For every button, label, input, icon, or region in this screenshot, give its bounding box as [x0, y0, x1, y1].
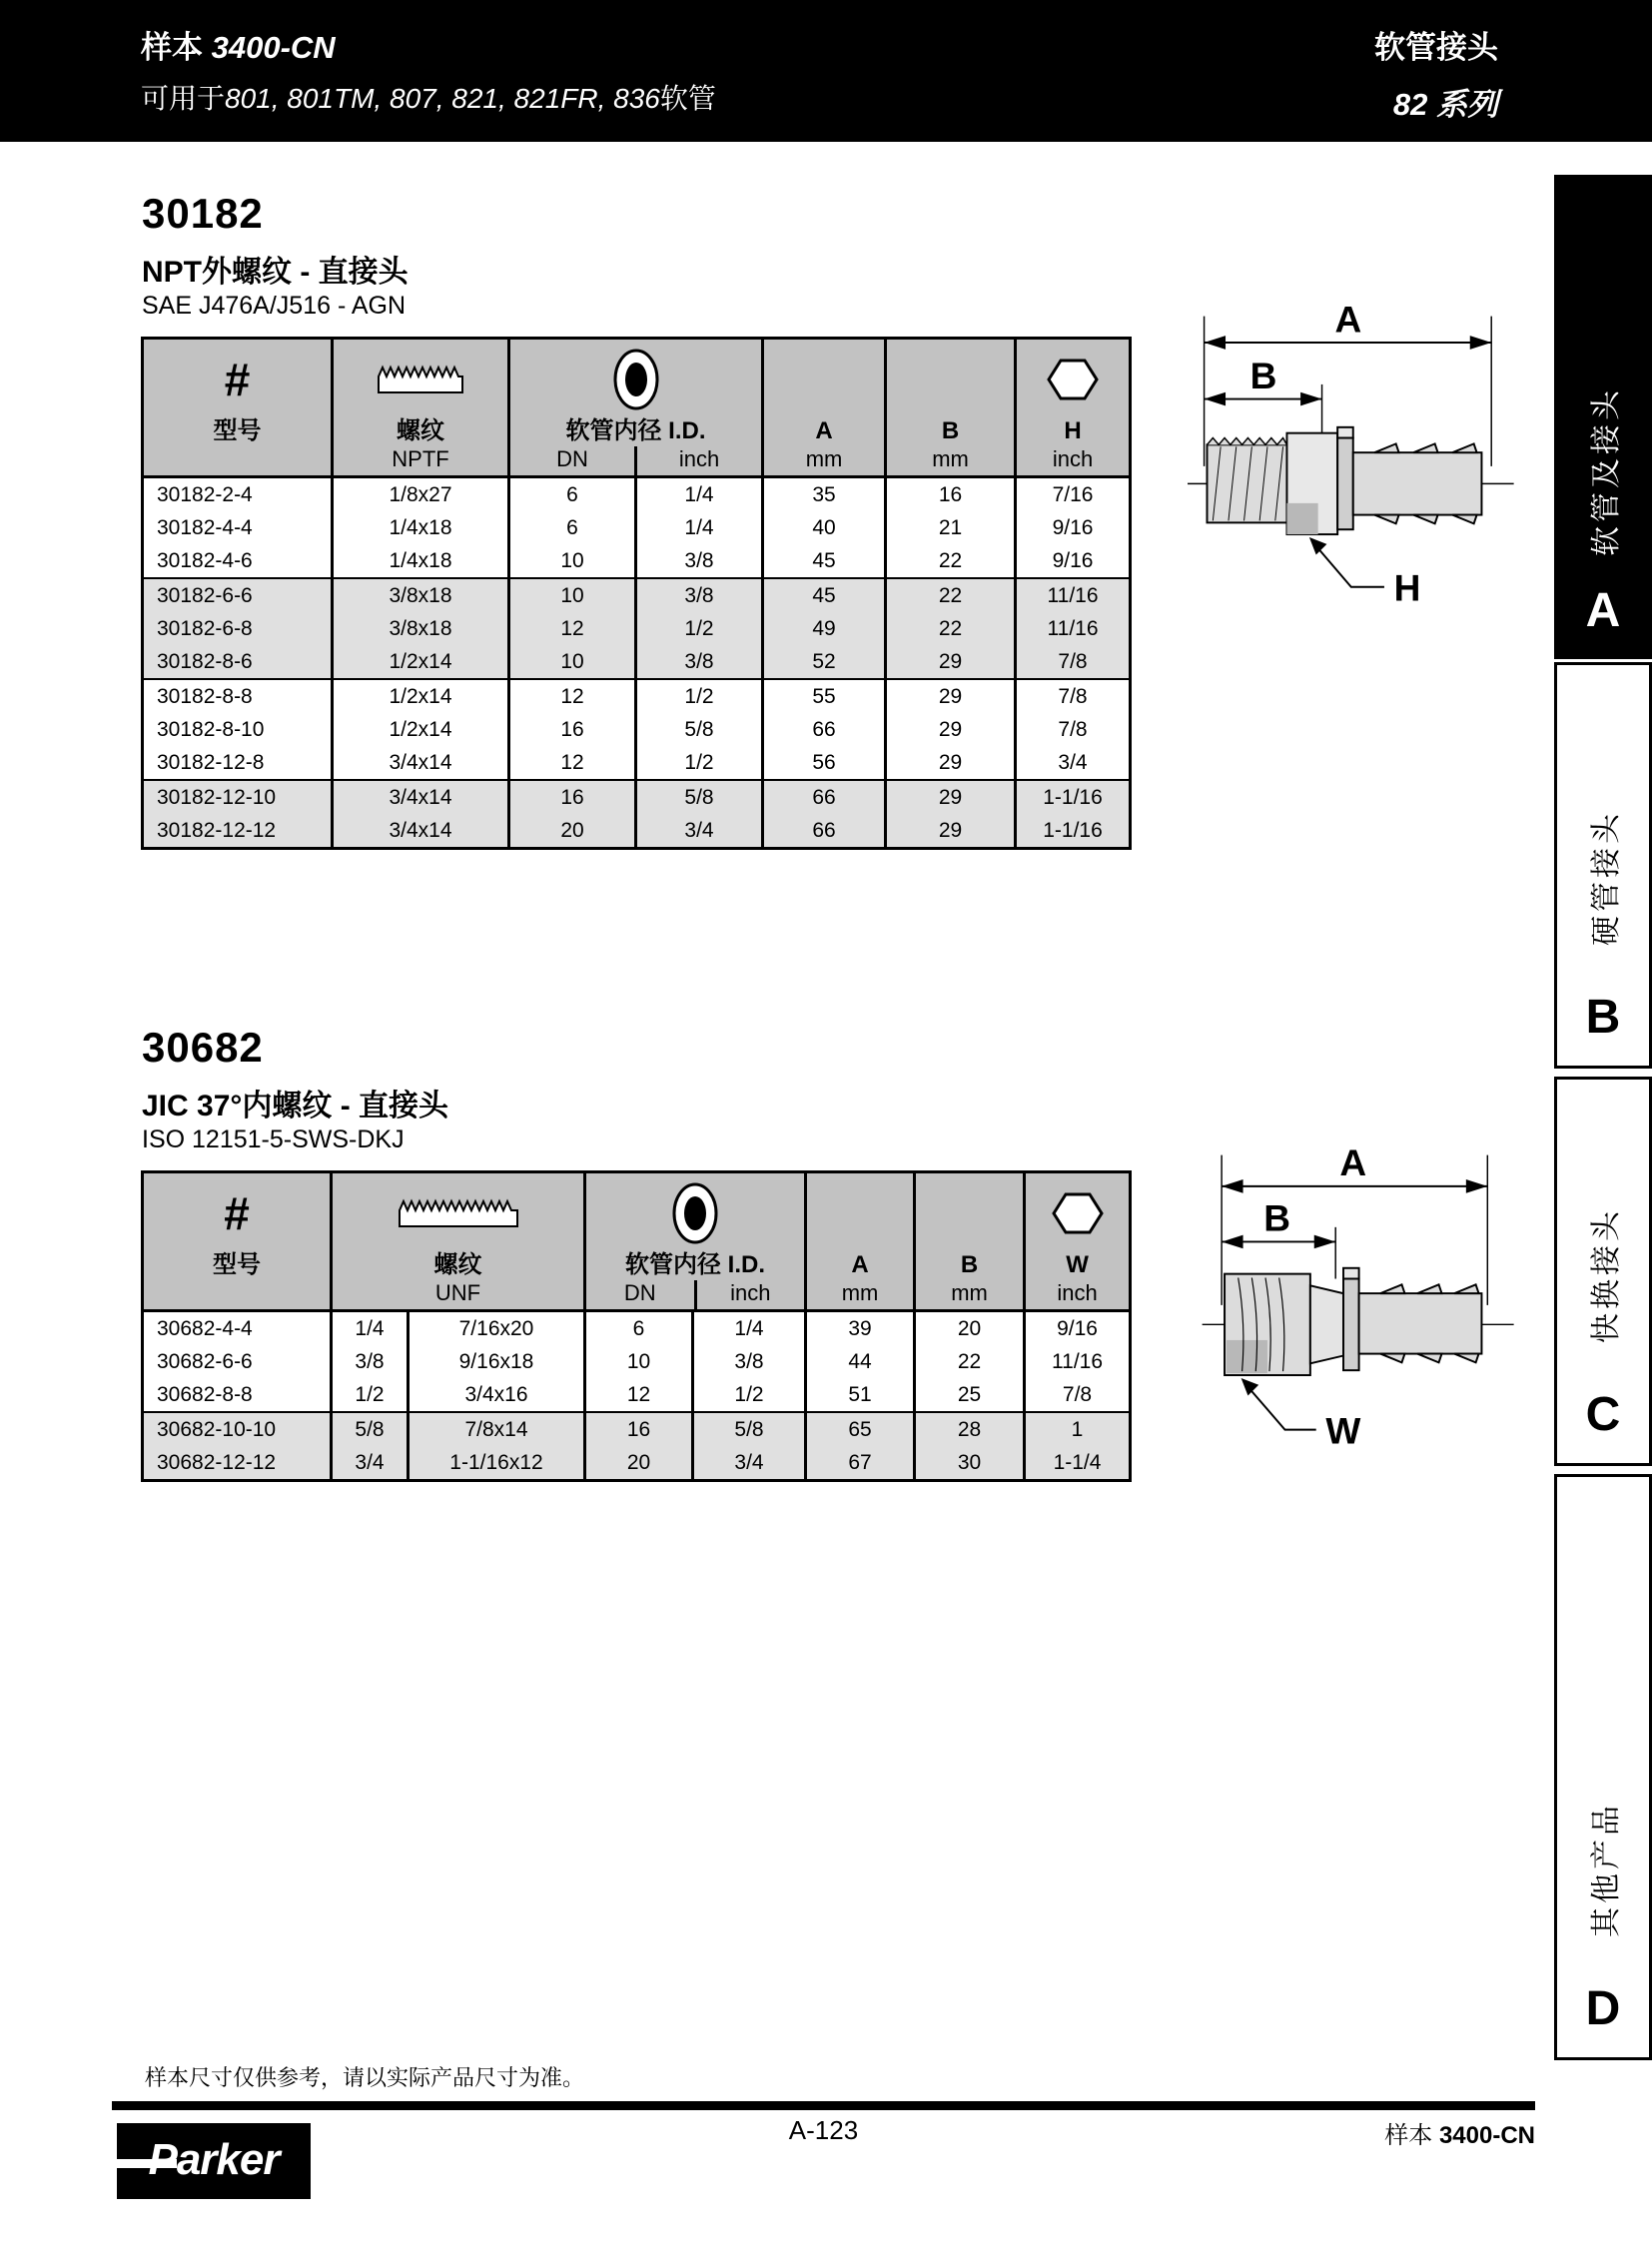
value-cell: 3/8x18: [333, 578, 509, 612]
table-row: [143, 477, 1131, 512]
value-cell: 22: [915, 1345, 1025, 1378]
sidebar-tab-letter: B: [1585, 991, 1621, 1044]
value-cell: 29: [886, 780, 1016, 814]
value-cell: 9/16: [1025, 1311, 1131, 1346]
sidebar-tab-label: 快换接头: [1590, 1207, 1623, 1343]
topic-title: 软管接头: [1374, 30, 1498, 65]
value-cell: 3/4x14: [333, 746, 509, 780]
value-cell: 66: [763, 814, 886, 849]
value-cell: 3/8: [636, 544, 763, 578]
value-cell: 16: [585, 1412, 693, 1446]
part-number-cell: 30682-6-6: [157, 1350, 253, 1373]
value-cell: 1-1/16x12: [409, 1446, 585, 1481]
value-cell: 52: [763, 645, 886, 679]
part-number-cell: 30682-12-12: [143, 1446, 332, 1481]
value-cell: 1/2x14: [333, 713, 509, 746]
value-cell: 11/16: [1025, 1345, 1131, 1378]
col-hex: H inch: [1016, 339, 1131, 477]
value-cell: 1/4: [693, 1311, 806, 1346]
value-cell: 16: [886, 477, 1016, 512]
value-cell: 28: [915, 1412, 1025, 1446]
value-cell: 29: [886, 746, 1016, 780]
col-a: A mm: [806, 1172, 915, 1311]
table-row: [143, 1446, 1131, 1481]
part-number-cell: 30182-2-4: [157, 483, 253, 506]
value-cell: 7/8x14: [409, 1412, 585, 1446]
part-number-cell: 30182-6-8: [143, 612, 333, 645]
value-cell: 12: [509, 679, 636, 713]
value-cell: 45: [763, 544, 886, 578]
table-row: [143, 679, 1131, 713]
value-cell: 1/2: [636, 679, 763, 713]
part-number-cell: 30182-6-6: [143, 578, 333, 612]
logo-wordmark: Parker: [148, 2135, 280, 2184]
col-model: # 型号: [143, 339, 333, 477]
value-cell: 56: [763, 746, 886, 780]
value-cell: 10: [509, 645, 636, 679]
catalog-header: [141, 22, 716, 117]
value-cell: 22: [886, 612, 1016, 645]
part-number-heading: 30182: [142, 190, 264, 237]
value-cell: 29: [886, 645, 1016, 679]
dimension-disclaimer: 样本尺寸仅供参考，请以实际产品尺寸为准。: [145, 2065, 585, 2090]
section-standard: ISO 12151-5-SWS-DKJ: [142, 1125, 405, 1153]
value-cell: 1/4: [636, 511, 763, 544]
part-number-heading: 30682: [142, 1024, 264, 1071]
value-cell: 11/16: [1016, 612, 1131, 645]
page-header-band: [0, 0, 1652, 142]
value-cell: 1/8x27: [333, 477, 509, 512]
sidebar-tab-letter: A: [1585, 584, 1621, 637]
value-cell: 6: [585, 1311, 693, 1346]
value-cell: 12: [509, 746, 636, 780]
sidebar-tab-label: 其他产品: [1590, 1802, 1623, 1937]
value-cell: 3/4: [1016, 746, 1131, 780]
hose-bore-icon: [670, 1180, 720, 1246]
value-cell: 29: [886, 814, 1016, 849]
value-cell: 1/2: [693, 1378, 806, 1412]
value-cell: 3/4: [636, 814, 763, 849]
value-cell: 3/4: [332, 1446, 409, 1481]
value-cell: 1/2: [332, 1378, 409, 1412]
sidebar-tab-quick-couplings[interactable]: [1554, 1077, 1652, 1466]
col-model: # 型号: [143, 1172, 332, 1311]
section-title: NPT外螺纹 - 直接头: [142, 256, 409, 289]
value-cell: 49: [763, 612, 886, 645]
value-cell: 20: [509, 814, 636, 849]
value-cell: 29: [886, 679, 1016, 713]
value-cell: 44: [806, 1345, 915, 1378]
value-cell: 35: [763, 477, 886, 512]
spec-table-30682: [141, 1170, 1132, 1482]
col-b: B mm: [886, 339, 1016, 477]
value-cell: 22: [886, 544, 1016, 578]
value-cell: 51: [806, 1378, 915, 1412]
col-b: B mm: [915, 1172, 1025, 1311]
value-cell: 40: [763, 511, 886, 544]
value-cell: 1/2x14: [333, 679, 509, 713]
col-thread: 螺纹 UNF: [332, 1172, 585, 1311]
value-cell: 16: [509, 713, 636, 746]
hose-bore-icon: [611, 347, 661, 412]
table-row: [143, 578, 1131, 612]
value-cell: 3/4x14: [333, 814, 509, 849]
value-cell: 6: [509, 511, 636, 544]
sub-inch: inch: [694, 1280, 805, 1309]
value-cell: 7/8: [1016, 713, 1131, 746]
spec-table-30182: [141, 337, 1132, 850]
value-cell: 5/8: [636, 780, 763, 814]
table-row: [143, 746, 1131, 780]
value-cell: 16: [509, 780, 636, 814]
value-cell: 66: [763, 780, 886, 814]
part-number-cell: 30682-4-4: [157, 1317, 253, 1340]
section-title: JIC 37°内螺纹 - 直接头: [142, 1090, 449, 1122]
hexagon-icon: [1047, 358, 1099, 401]
value-cell: 22: [886, 578, 1016, 612]
value-cell: 9/16: [1016, 544, 1131, 578]
value-cell: 7/8: [1016, 645, 1131, 679]
page-topic-header: [1374, 22, 1498, 124]
sidebar-tab-other-products[interactable]: [1554, 1474, 1652, 2060]
value-cell: 6: [509, 477, 636, 512]
sub-inch: inch: [634, 446, 761, 475]
value-cell: 1/4: [332, 1311, 409, 1346]
sawtooth-thread-icon: [373, 363, 468, 396]
footer-catalog-ref: 样本 3400-CN: [1384, 2122, 1535, 2149]
catalog-title: [141, 22, 716, 67]
sawtooth-thread-icon: [394, 1196, 523, 1230]
col-thread: 螺纹 NPTF: [333, 339, 509, 477]
value-cell: 10: [585, 1345, 693, 1378]
part-number-cell: 30682-10-10: [143, 1412, 332, 1446]
value-cell: 1/2: [636, 612, 763, 645]
value-cell: 65: [806, 1412, 915, 1446]
technical-drawing-30682: [1149, 1133, 1538, 1463]
part-number-cell: 30182-8-10: [157, 718, 265, 741]
dim-label-h: H: [1393, 566, 1421, 609]
value-cell: 9/16: [1016, 511, 1131, 544]
hash-icon: #: [224, 354, 251, 405]
value-cell: 30: [915, 1446, 1025, 1481]
value-cell: 12: [585, 1378, 693, 1412]
section-standard: SAE J476A/J516 - AGN: [142, 292, 407, 320]
value-cell: 5/8: [636, 713, 763, 746]
value-cell: 1-1/16: [1016, 814, 1131, 849]
table-row: [143, 1378, 1131, 1412]
table-row: [143, 511, 1131, 544]
catalog-label: 样本: [141, 30, 203, 65]
table-row: [143, 544, 1131, 578]
parker-logo: [117, 2123, 311, 2199]
value-cell: 1: [1025, 1412, 1131, 1446]
col-hose-id: 软管内径 I.D. DN inch: [585, 1172, 806, 1311]
value-cell: 7/16: [1016, 477, 1131, 512]
value-cell: 29: [886, 713, 1016, 746]
part-number-cell: 30182-12-12: [143, 814, 333, 849]
part-number-cell: 30182-12-10: [143, 780, 333, 814]
value-cell: 45: [763, 578, 886, 612]
value-cell: 39: [806, 1311, 915, 1346]
col-hose-id: 软管内径 I.D. DN inch: [509, 339, 763, 477]
value-cell: 3/8: [332, 1345, 409, 1378]
hash-icon: #: [224, 1187, 250, 1239]
value-cell: 1/4: [636, 477, 763, 512]
value-cell: 3/8: [636, 645, 763, 679]
catalog-number: 3400-CN: [211, 30, 336, 65]
table-row: [143, 780, 1131, 814]
value-cell: 55: [763, 679, 886, 713]
part-number-cell: 30182-4-6: [143, 544, 333, 578]
sidebar-tab-letter: D: [1585, 1982, 1621, 2035]
value-cell: 3/4x16: [409, 1378, 585, 1412]
value-cell: 20: [585, 1446, 693, 1481]
value-cell: 3/8: [693, 1345, 806, 1378]
part-number-cell: 30182-8-6: [143, 645, 333, 679]
part-number-cell: 30682-8-8: [143, 1378, 332, 1412]
series-label: 82 系列: [1392, 87, 1498, 122]
value-cell: 7/8: [1025, 1378, 1131, 1412]
table-row: [143, 1311, 1131, 1346]
value-cell: 1-1/16: [1016, 780, 1131, 814]
value-cell: 10: [509, 544, 636, 578]
value-cell: 5/8: [332, 1412, 409, 1446]
sidebar-tab-label: 硬管接头: [1590, 810, 1623, 946]
value-cell: 1/2x14: [333, 645, 509, 679]
value-cell: 7/8: [1016, 679, 1131, 713]
table-row: [143, 713, 1131, 746]
sidebar-tab-label: 软管及接头: [1590, 386, 1623, 556]
part-number-cell: 30182-8-8: [157, 685, 253, 708]
sub-dn: DN: [623, 1280, 656, 1305]
applicable-hoses: 可用于801, 801TM, 807, 821, 821FR, 836软管: [141, 83, 716, 114]
dim-label-w: W: [1325, 1409, 1361, 1452]
value-cell: 12: [509, 612, 636, 645]
table-row: [143, 814, 1131, 849]
col-a: A mm: [763, 339, 886, 477]
dim-label-a: A: [1339, 1141, 1367, 1184]
value-cell: 9/16x18: [409, 1345, 585, 1378]
sub-dn: DN: [556, 446, 588, 471]
value-cell: 5/8: [693, 1412, 806, 1446]
dim-label-b: B: [1249, 354, 1277, 396]
value-cell: 1/4x18: [333, 511, 509, 544]
table-row: [143, 612, 1131, 645]
value-cell: 3/4x14: [333, 780, 509, 814]
col-hex: W inch: [1025, 1172, 1131, 1311]
value-cell: 67: [806, 1446, 915, 1481]
value-cell: 1/2: [636, 746, 763, 780]
value-cell: 11/16: [1016, 578, 1131, 612]
value-cell: 20: [915, 1311, 1025, 1346]
table-header-row: [143, 1172, 1131, 1311]
table-row: [143, 645, 1131, 679]
value-cell: 3/8: [636, 578, 763, 612]
value-cell: 7/16x20: [409, 1311, 585, 1346]
value-cell: 3/4: [693, 1446, 806, 1481]
dim-label-a: A: [1334, 298, 1362, 341]
value-cell: 25: [915, 1378, 1025, 1412]
hexagon-icon: [1052, 1191, 1104, 1235]
value-cell: 66: [763, 713, 886, 746]
value-cell: 1/4x18: [333, 544, 509, 578]
value-cell: 3/8x18: [333, 612, 509, 645]
sidebar-tab-letter: C: [1585, 1388, 1621, 1441]
table-header-row: [143, 339, 1131, 477]
sidebar-tab-tube-fittings[interactable]: [1554, 662, 1652, 1069]
part-number-cell: 30182-12-8: [143, 746, 333, 780]
sidebar-tab-hose-fittings[interactable]: [1554, 175, 1652, 659]
table-row: [143, 1412, 1131, 1446]
dim-label-b: B: [1263, 1196, 1291, 1239]
technical-drawing-30182: [1149, 295, 1538, 624]
footer-rule: [112, 2101, 1535, 2110]
value-cell: 21: [886, 511, 1016, 544]
value-cell: 10: [509, 578, 636, 612]
part-number-cell: 30182-4-4: [157, 516, 253, 539]
table-row: [143, 1345, 1131, 1378]
page-number: A-123: [788, 2115, 859, 2145]
value-cell: 1-1/4: [1025, 1446, 1131, 1481]
